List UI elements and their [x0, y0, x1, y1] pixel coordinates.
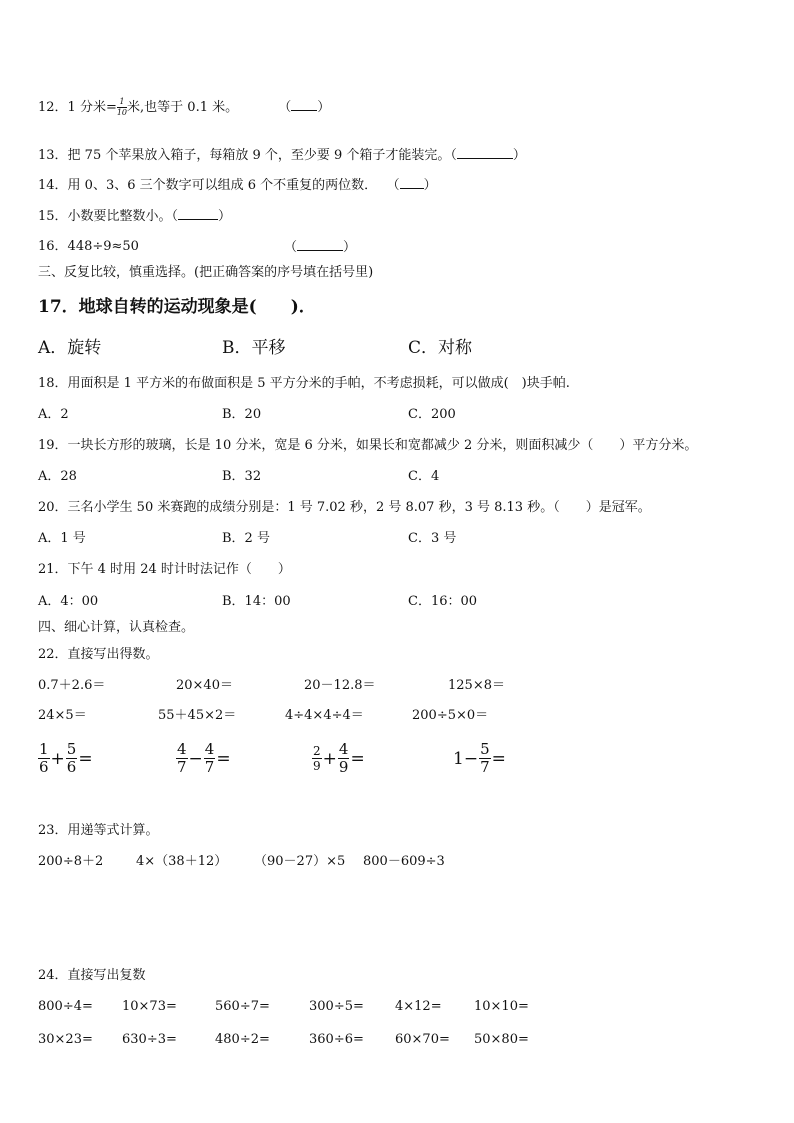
- fraction-item: [38, 742, 94, 775]
- question-20-stem: 20．三名小学生 50 米赛跑的成绩分别是：1 号 7.02 秒，2 号 8.07 秒，3 号 8.13 秒。（ ）是冠军。: [38, 500, 651, 515]
- numerator: 1: [39, 740, 49, 758]
- section-heading-3: 三、反复比较，慎重选择。(把正确答案的序号填在括号里): [38, 265, 374, 280]
- fraction: [479, 742, 491, 775]
- calc-item: 4÷4×4÷4＝: [285, 708, 364, 723]
- denominator: 9: [338, 758, 349, 776]
- calc-item: 800÷4=: [38, 999, 93, 1014]
- calc-item: 630÷3=: [122, 1032, 177, 1047]
- fraction: [117, 98, 127, 117]
- calc-item: 200÷8＋2: [38, 854, 104, 869]
- numerator: 4: [177, 740, 187, 758]
- answer-blank[interactable]: [400, 176, 424, 189]
- question-21-stem: 21．下午 4 时用 24 时计时法记作（ ）: [38, 562, 291, 577]
- option-c[interactable]: C．3 号: [408, 531, 457, 546]
- equals: =: [491, 748, 506, 769]
- operator: −: [188, 748, 203, 769]
- answer-bracket[interactable]: [284, 238, 356, 257]
- numerator: 2: [313, 744, 321, 758]
- calc-item: 30×23=: [38, 1032, 93, 1047]
- option-b[interactable]: B．2 号: [222, 531, 270, 546]
- answer-bracket[interactable]: [278, 100, 330, 115]
- denominator: 6: [66, 758, 77, 776]
- question-text: 米,也等于 0.1 米。: [127, 100, 239, 115]
- option-c[interactable]: C．对称: [408, 338, 473, 358]
- denominator: 6: [39, 758, 49, 776]
- bracket-open: （: [393, 178, 400, 193]
- question-16: [38, 238, 139, 256]
- calc-item: 24×5＝: [38, 708, 87, 723]
- question-12: [38, 98, 330, 117]
- fraction-item: [176, 742, 232, 775]
- section-heading-4: 四、细心计算，认真检查。: [38, 620, 195, 635]
- bracket-close: ）: [512, 148, 526, 163]
- option-b[interactable]: B．14：00: [222, 594, 291, 609]
- denominator: 10: [116, 108, 128, 117]
- question-number: 12．: [38, 100, 68, 115]
- calc-item: 50×80=: [474, 1032, 529, 1047]
- question-text: 13．把 75 个苹果放入箱子，每箱放 9 个，至少要 9 个箱子才能装完。（: [38, 148, 457, 163]
- denominator: 7: [480, 758, 490, 776]
- denominator: 9: [313, 759, 321, 773]
- option-b[interactable]: B．平移: [222, 338, 286, 358]
- fraction: [176, 742, 188, 775]
- calc-item: （90－27）×5: [254, 854, 346, 869]
- calc-item: 60×70=: [395, 1032, 450, 1047]
- calc-item: 10×10=: [474, 999, 529, 1014]
- option-b[interactable]: B．20: [222, 407, 262, 422]
- fraction: [204, 742, 216, 775]
- bracket-close: ）: [343, 240, 357, 255]
- calc-item: 560÷7=: [215, 999, 270, 1014]
- calc-item: 20×40＝: [176, 678, 233, 693]
- denominator: 7: [177, 758, 187, 776]
- bracket-close: ）: [423, 178, 437, 193]
- calc-item: 0.7＋2.6＝: [38, 678, 106, 693]
- fraction: [38, 742, 50, 775]
- operator: +: [50, 748, 65, 769]
- bracket-close: ）: [218, 209, 232, 224]
- option-a[interactable]: A．旋转: [38, 338, 102, 358]
- bracket-close: ）: [317, 100, 331, 115]
- calc-item: 55＋45×2＝: [158, 708, 237, 723]
- numerator: 5: [66, 740, 77, 758]
- equals: =: [216, 748, 231, 769]
- question-24-title: 24．直接写出复数: [38, 968, 146, 983]
- question-17-stem: 17．地球自转的运动现象是( )．: [38, 297, 316, 317]
- calc-item: 125×8＝: [448, 678, 505, 693]
- calc-item: 20－12.8＝: [304, 678, 376, 693]
- calc-item: 200÷5×0＝: [412, 708, 489, 723]
- question-text: 15．小数要比整数小。（: [38, 209, 179, 224]
- numerator: 1: [117, 98, 127, 108]
- question-text: 14．用 0、3、6 三个数字可以组成 6 个不重复的两位数．: [38, 178, 378, 193]
- answer-blank[interactable]: [297, 238, 343, 251]
- calc-item: 300÷5=: [309, 999, 364, 1014]
- option-c[interactable]: C．16：00: [408, 594, 478, 609]
- equals: =: [350, 748, 365, 769]
- answer-blank[interactable]: [178, 207, 218, 220]
- answer-blank[interactable]: [291, 98, 317, 111]
- fraction: [66, 742, 78, 775]
- calc-item: 4×（38＋12）: [136, 854, 228, 869]
- numerator: 4: [338, 740, 349, 758]
- bracket-open: （: [278, 100, 292, 115]
- question-19-stem: 19．一块长方形的玻璃，长是 10 分米，宽是 6 分米，如果长和宽都减少 2 分米，则面积减少（ ）平方分米。: [38, 438, 698, 453]
- question-13: [38, 146, 526, 165]
- question-text: 16．448÷9≈50: [38, 239, 139, 254]
- option-a[interactable]: A．2: [38, 407, 69, 422]
- fraction-item: [452, 742, 507, 775]
- option-a[interactable]: A．1 号: [38, 531, 86, 546]
- bracket-open: （: [284, 240, 298, 255]
- question-23-title: 23．用递等式计算。: [38, 823, 159, 838]
- operand: 1−: [453, 748, 479, 769]
- calc-item: 10×73=: [122, 999, 177, 1014]
- answer-blank[interactable]: [457, 146, 513, 159]
- fraction: [312, 745, 322, 772]
- equals: =: [78, 748, 93, 769]
- question-18-stem: 18．用面积是 1 平方米的布做面积是 5 平方分米的手帕，不考虑损耗，可以做成( )块手帕.: [38, 376, 570, 391]
- calc-item: 480÷2=: [215, 1032, 270, 1047]
- operator: +: [322, 748, 337, 769]
- option-c[interactable]: C．200: [408, 407, 456, 422]
- calc-item: 4×12=: [395, 999, 442, 1014]
- option-b[interactable]: B．32: [222, 469, 262, 484]
- calc-item: 360÷6=: [309, 1032, 364, 1047]
- fraction: [338, 742, 350, 775]
- denominator: 7: [204, 758, 215, 776]
- option-a[interactable]: A．4：00: [38, 594, 99, 609]
- fraction-item: [312, 742, 366, 775]
- question-text: 1 分米=: [67, 100, 117, 115]
- numerator: 4: [204, 740, 215, 758]
- calc-item: 800－609÷3: [363, 854, 445, 869]
- question-22-title: 22．直接写出得数。: [38, 647, 159, 662]
- option-c[interactable]: C．4: [408, 469, 440, 484]
- numerator: 5: [480, 740, 490, 758]
- option-a[interactable]: A．28: [38, 469, 77, 484]
- question-15: [38, 207, 231, 226]
- question-14: [38, 176, 437, 195]
